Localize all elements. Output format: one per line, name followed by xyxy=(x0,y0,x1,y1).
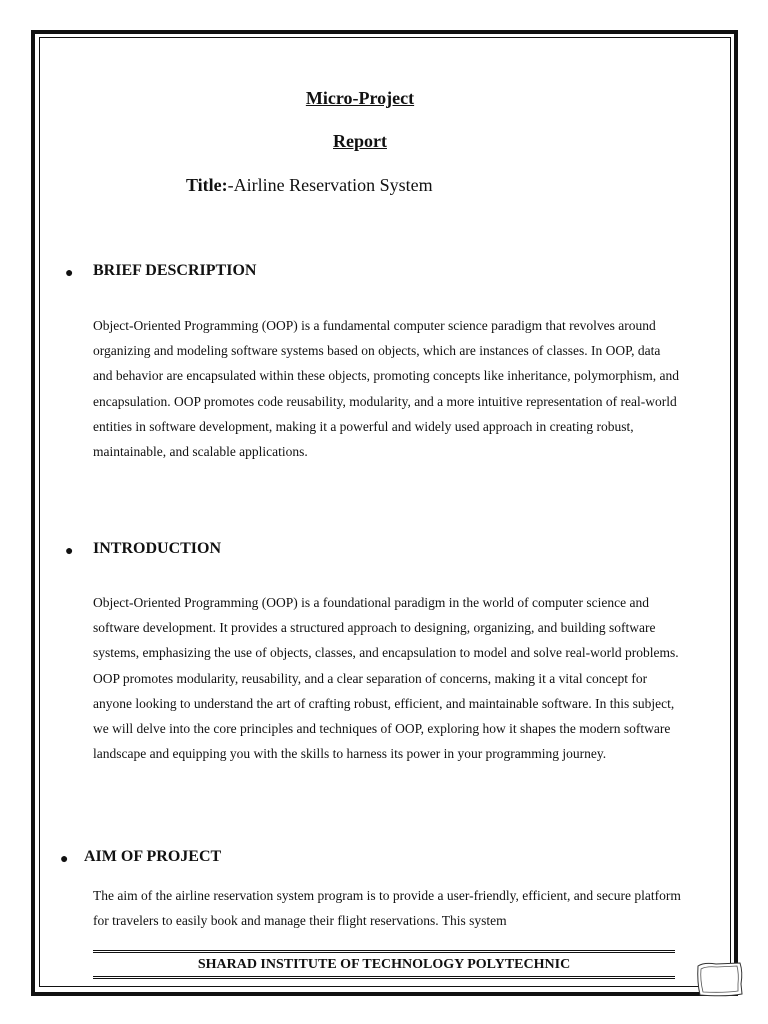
section-body-aim-of-project: The aim of the airline reservation system program is to provide a user-friendly, efficient, and secure platform for travelers to easily book and manage their flight reservations. This system xyxy=(93,888,681,929)
project-title xyxy=(186,175,433,196)
document-heading-micro-project: Micro-Project xyxy=(305,88,415,108)
bullet-icon: ● xyxy=(65,544,74,559)
section-heading-introduction: INTRODUCTION xyxy=(93,540,222,557)
project-title-value: -Airline Reservation System xyxy=(227,175,433,195)
section-heading-brief-description: BRIEF DESCRIPTION xyxy=(93,262,257,279)
bullet-icon: ● xyxy=(60,852,69,867)
bullet-icon: ● xyxy=(65,266,74,281)
document-heading-report: Report xyxy=(333,131,387,151)
footer-rule-bottom xyxy=(93,976,675,979)
section-heading-aim-of-project: AIM OF PROJECT xyxy=(84,848,222,865)
project-title-label: Title: xyxy=(186,175,228,195)
section-body-introduction: Object-Oriented Programming (OOP) is a foundational paradigm in the world of computer science and software development. It provides a structured approach to designing, organizing, and building software systems, emphasizing the use of objects, classes, and encapsulation to model and solve real-world problems. OOP promotes modularity, reusability, and a clear separation of concerns, making it a vital concept for anyone looking to understand the art of crafting robust, efficient, and maintainable software. In this subject, we will delve into the core principles and techniques of OOP, exploring how it shapes the modern software landscape and equipping you with the skills to harness its power in your programming journey. xyxy=(93,595,679,762)
page-curl-icon xyxy=(696,960,744,998)
section-body-brief-description: Object-Oriented Programming (OOP) is a fundamental computer science paradigm that revolves around organizing and modeling software systems based on objects, which are instances of classes. In OOP, data and behavior are encapsulated within these objects, promoting concepts like inheritance, polymorphism, and encapsulation. OOP promotes code reusability, modularity, and a more intuitive representation of real-world entities in software development, making it a powerful and widely used approach in creating robust, maintainable, and scalable applications. xyxy=(93,318,679,460)
footer-rule-top xyxy=(93,950,675,953)
footer-institute-name: SHARAD INSTITUTE OF TECHNOLOGY POLYTECHNIC xyxy=(197,957,571,972)
